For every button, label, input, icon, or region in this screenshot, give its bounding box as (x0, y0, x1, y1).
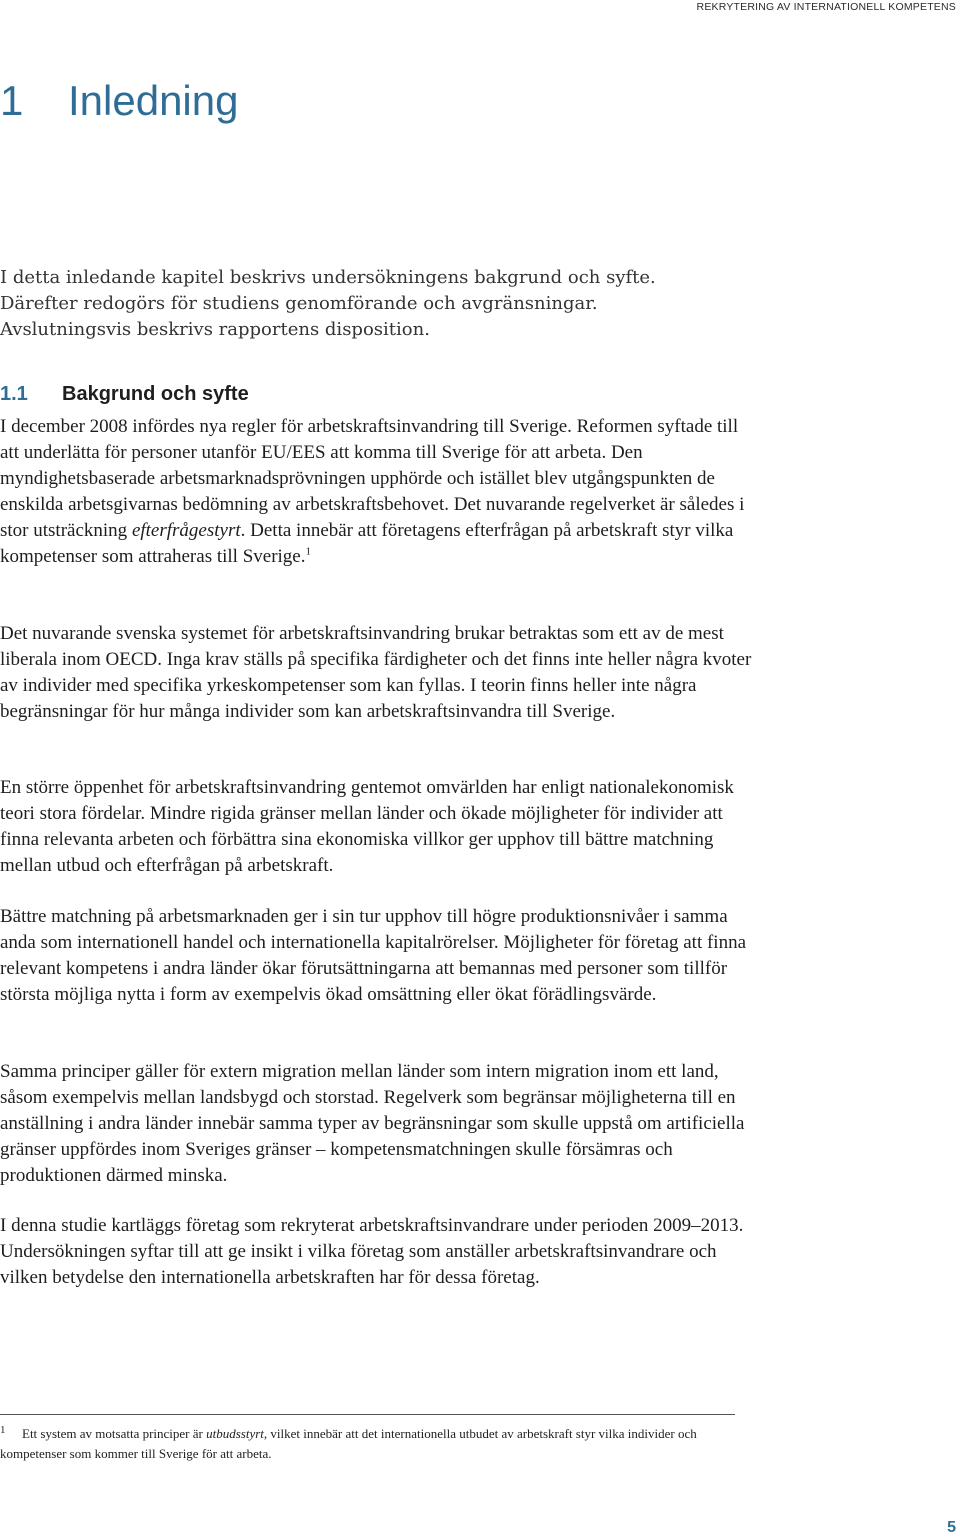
chapter-title (0, 76, 238, 126)
section-title: Bakgrund och syfte (62, 383, 249, 405)
paragraph-4: Bättre matchning på arbetsmarknaden ger i sin tur upphov till högre produktionsnivåer i samma anda som internationell handel och internationella kapitalrörelser. Möjligheter för företag att finna relevant kompetens i andra länder ökar förutsättningarna att bemannas med personer som tillför största möjliga nytta i form av exempelvis ökad omsättning eller ökat förädlingsvärde. (0, 906, 747, 1005)
paragraph-3: En större öppenhet för arbetskraftsinvandring gentemot omvärlden har enligt nationalekonomisk teori stora fördelar. Mindre rigida gränser mellan länder och ökade möjligheter för individer att finna relevanta arbeten och förbättra sina ekonomiska villkor ger upphov till bättre matchning mellan utbud och efterfrågan på arbetskraft. (0, 777, 734, 876)
chapter-title-text: Inledning (68, 77, 239, 124)
paragraph-1-text-b: . Detta innebär att företagens efterfrågan på arbetskraft styr vilka kompetenser som attraheras till Sverige. (0, 520, 734, 567)
paragraph-5: Samma principer gäller för extern migration mellan länder som intern migration inom ett land, såsom exempelvis mellan landsbygd och storstad. Regelverk som begränsar möjligheterna till en anställning i andra länder innebär samma typer av begränsningar som skulle uppstå om artificiella gränser uppfördes inom Sveriges gränser – kompetensmatchningen skulle försämras och produktionen därmed minska. (0, 1061, 745, 1186)
footnote: 1 Ett system av motsatta principer är utbudsstyrt, vilket innebär att det internationella utbudet av arbetskraft styr vilka individer och kompetenser som kommer till Sverige för att arbeta. (0, 1423, 697, 1461)
chapter-number: 1 (0, 77, 24, 124)
paragraph-1-text-a: I december 2008 infördes nya regler för arbetskraftsinvandring till Sverige. Reformen syftade till att underlätta för personer utanför EU/EES att komma till Sverige för att arbeta. Den myndighetsbaserade arbetsmarknadsprövningen upphörde och istället blev utgångspunkten de enskilda arbetsgivarnas bedömning av arbetskraftsbehovet. Det nuvarande regelverket är således i stor utsträckning (0, 416, 745, 541)
paragraph-6: I denna studie kartläggs företag som rekryterat arbetskraftsinvandrare under perioden 2009–2013. Undersökningen syftar till att ge insikt i vilka företag som anställer arbetskraftsinvandrare och vilken betydelse den internationella arbetskraften har för dessa företag. (0, 1215, 744, 1288)
section-number: 1.1 (0, 383, 28, 405)
running-header: REKRYTERING AV INTERNATIONELL KOMPETENS (696, 1, 956, 13)
chapter-intro: I detta inledande kapitel beskrivs undersökningens bakgrund och syfte. Därefter redogörs för studiens genomförande och avgränsningar. Avslutningsvis beskrivs rapportens disposition. (0, 267, 656, 340)
section-heading (0, 380, 249, 408)
page-number: 5 (947, 1519, 956, 1536)
footnote-text-a: Ett system av motsatta principer är (22, 1426, 207, 1441)
paragraph-2: Det nuvarande svenska systemet för arbetskraftsinvandring brukar betraktas som ett av de mest liberala inom OECD. Inga krav ställs på specifika färdigheter och det finns inte heller några kvoter av individer med specifika yrkeskompetenser som kan fyllas. I teorin finns heller inte några begränsningar för hur många individer som kan arbetskraftsinvandra till Sverige. (0, 623, 752, 722)
footnote-emphasis: utbudsstyrt (206, 1426, 264, 1441)
paragraph-1-emphasis: efterfrågestyrt (131, 520, 241, 541)
paragraph-1 (0, 414, 760, 570)
footnote-divider (0, 1414, 735, 1415)
footnote-text-b: , vilket innebär att det internationella utbudet av arbetskraft styr vilka individer och kompetenser som kommer till Sverige för att arbeta. (0, 1426, 697, 1461)
footnote-reference[interactable]: 1 (305, 545, 311, 558)
